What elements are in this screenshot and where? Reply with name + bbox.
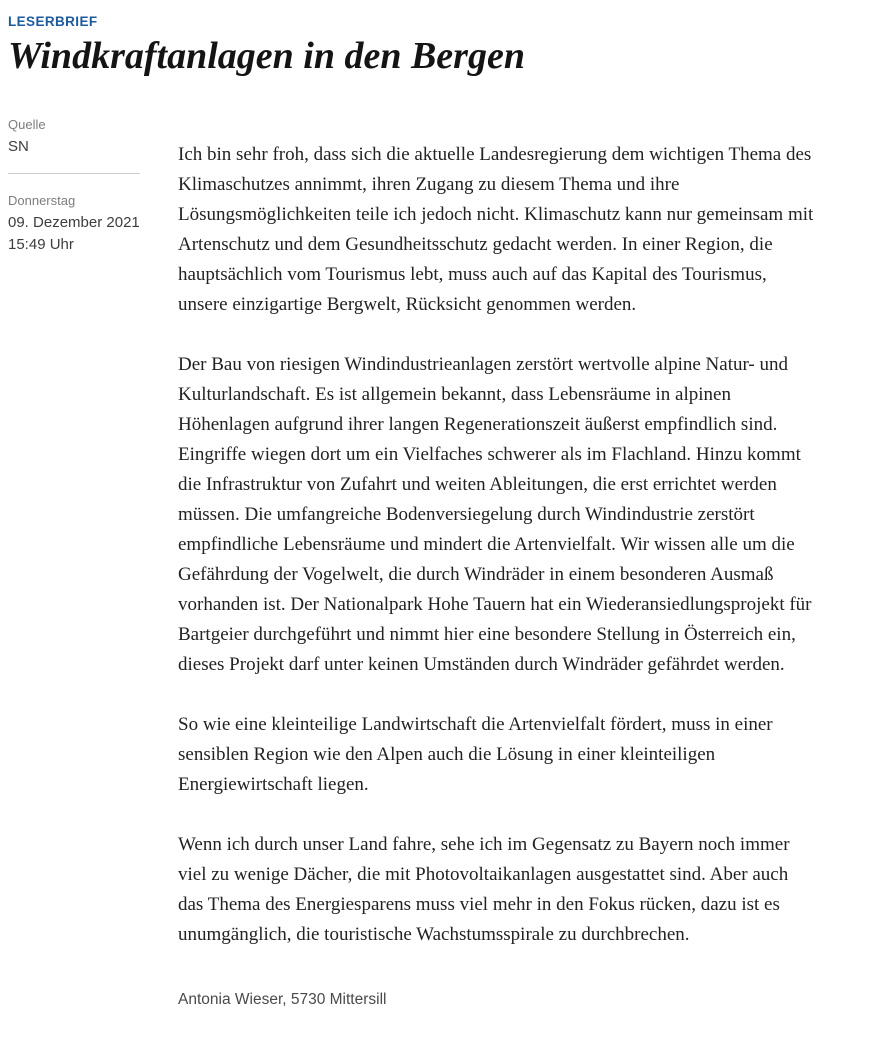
article-header [8,14,872,78]
paragraph-3: So wie eine kleinteilige Landwirtschaft die Artenvielfalt fördert, muss in einer sensiblen Region wie den Alpen auch die Lösung in einer kleinteiligen Energiewirtschaft liegen. [178,713,773,795]
publish-weekday: Donnerstag [8,192,76,208]
publish-date: 09. Dezember 2021 [8,213,140,231]
source-label: Quelle [8,116,46,132]
article-kicker: LESERBRIEF [8,14,98,29]
publish-time: 15:49 Uhr [8,235,74,253]
author-signature: Antonia Wieser, 5730 Mittersill [178,990,387,1008]
paragraph-2: Der Bau von riesigen Windindustrieanlagen zerstört wertvolle alpine Natur- und Kulturlandschaft. Es ist allgemein bekannt, dass Lebensräume in alpinen Höhenlagen aufgrund ihrer langen Regenerationszeit äußerst empfindlich sind. Eingriffe wiegen dort um ein Vielfaches schwerer als im Flachland. Hinzu kommt die Infrastruktur von Zufahrt und weiten Ableitungen, die erst errichtet werden müssen. Die umfangreiche Bodenversiegelung durch Windindustrie zerstört empfindliche Lebensräume und mindert die Artenvielfalt. Wir wissen alle um die Gefährdung der Vogelwelt, die durch Windräder in einem besonderen Ausmaß vorhanden ist. Der Nationalpark Hohe Tauern hat ein Wiederansiedlungsprojekt für Bartgeier durchgeführt und nimmt hier eine besondere Stellung in Österreich ein, dieses Projekt darf unter keinen Umständen durch Windräder gefährdet werden. [178,353,812,675]
paragraph-1: Ich bin sehr froh, dass sich die aktuelle Landesregierung dem wichtigen Thema des Klimaschutzes annimmt, ihren Zugang zu diesem Thema und ihre Lösungsmöglichkeiten teile ich jedoch nicht. Klimaschutz kann nur gemeinsam mit Artenschutz und dem Gesundheitsschutz gedacht werden. In einer Region, die hauptsächlich vom Tourismus lebt, muss auch auf das Kapital des Tourismus, unsere einzigartige Bergwelt, Rücksicht genommen werden. [178,143,814,315]
meta-divider [8,173,140,174]
article-body [178,114,818,1010]
source-value: SN [8,137,29,155]
article-title: Windkraftanlagen in den Bergen [8,35,525,77]
article-content [8,114,872,1010]
paragraph-4: Wenn ich durch unser Land fahre, sehe ich im Gegensatz zu Bayern noch immer viel zu wenige Dächer, die mit Photovoltaikanlagen ausgestattet sind. Aber auch das Thema des Energiesparens muss viel mehr in den Fokus rücken, dazu ist es unumgänglich, die touristische Wachstumsspirale zu durchbrechen. [178,833,790,945]
meta-sidebar [8,114,140,257]
